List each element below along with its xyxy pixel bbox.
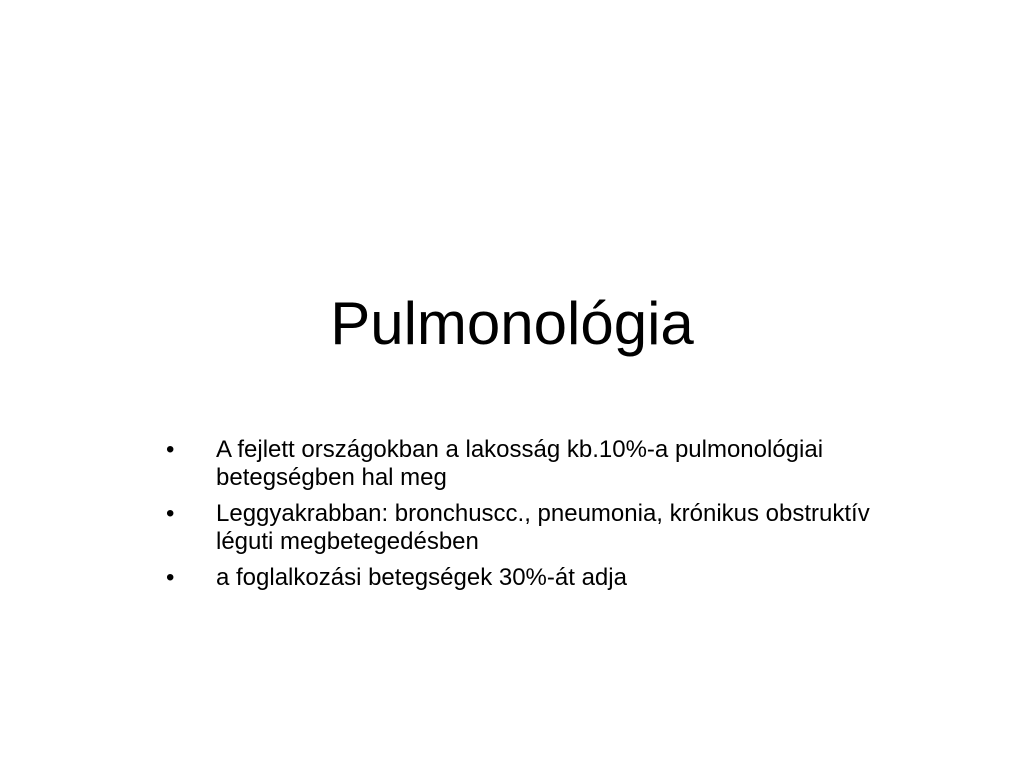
bullet-icon: •	[166, 436, 175, 463]
bullet-item-2	[160, 500, 880, 556]
bullet-icon: •	[166, 500, 175, 527]
bullet-item-1	[160, 436, 880, 492]
bullet-list	[160, 436, 880, 600]
bullet-text: a foglalkozási betegségek 30%-át adja	[216, 564, 627, 591]
bullet-item-3	[160, 564, 880, 592]
bullet-text: Leggyakrabban: bronchuscc., pneumonia, krónikus obstruktív léguti megbetegedésben	[216, 500, 870, 555]
bullet-text: A fejlett országokban a lakosság kb.10%-a pulmonológiai betegségben hal meg	[216, 436, 824, 491]
bullet-icon: •	[166, 564, 175, 591]
slide-title: Pulmonológia	[330, 290, 694, 357]
